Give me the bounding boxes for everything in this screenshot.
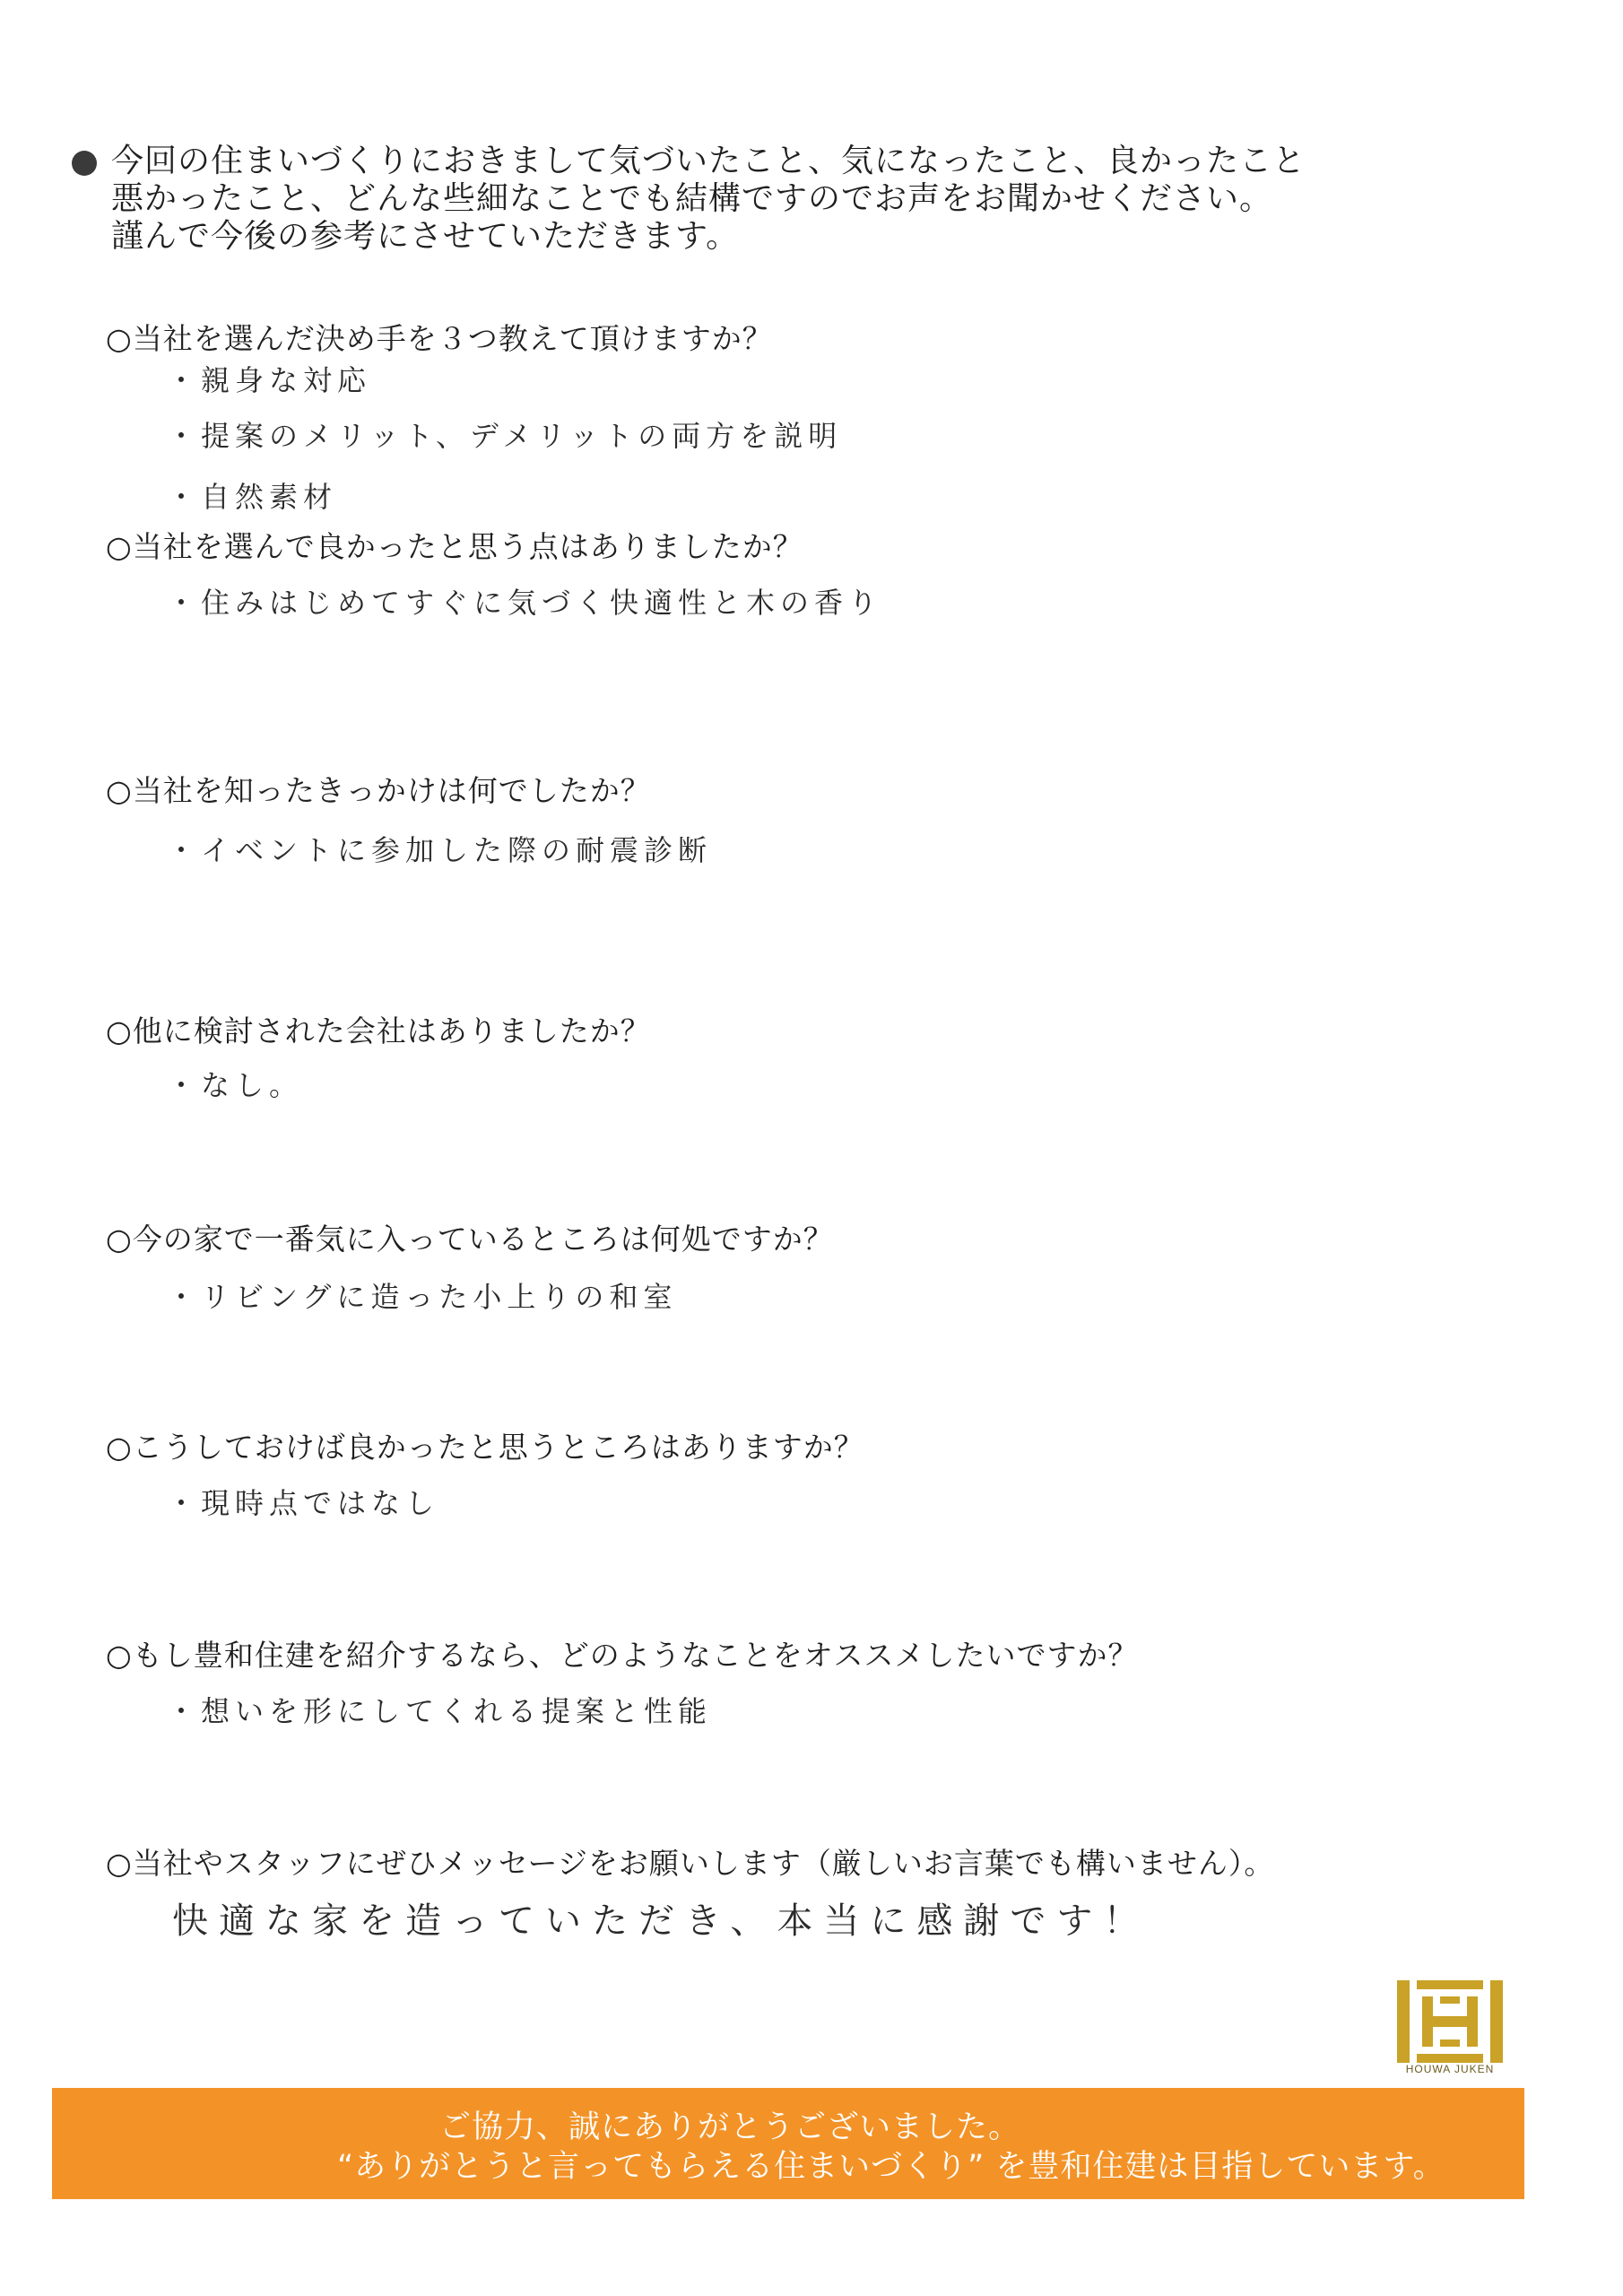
question-1: ○当社を選んだ決め手を３つ教えて頂けますか？ — [106, 321, 773, 356]
footer-line-2: “ありがとうと言ってもらえる住まいづくり” を豊和住建は目指しています。 — [337, 2149, 1445, 2185]
question-7: ○もし豊和住建を紹介するなら、どのようなことをオススメしたいですか？ — [106, 1638, 1139, 1673]
question-2: ○当社を選んで良かったと思う点はありましたか？ — [106, 529, 803, 564]
answer-4-1: ・なし。 — [167, 1068, 304, 1102]
bullet-icon — [72, 151, 97, 176]
footer-banner — [52, 2088, 1524, 2199]
answer-6-1: ・現時点ではなし — [167, 1486, 440, 1520]
company-logo — [1397, 1980, 1503, 2063]
intro-line-1: 今回の住まいづくりにおきまして気づいたこと、気になったこと、良かったこと — [111, 143, 1306, 179]
footer-line-1: ご協力、誠にありがとうございました。 — [439, 2109, 1021, 2145]
question-8: ○当社やスタッフにぜひメッセージをお願いします（厳しいお言葉でも構いません）。 — [106, 1846, 1275, 1881]
logo-text: HOUWA JUKEN — [1405, 2063, 1495, 2075]
answer-1-1: ・親身な対応 — [167, 363, 372, 397]
answer-2-1: ・住みはじめてすぐに気づく快適性と木の香り — [167, 586, 883, 620]
question-3: ○当社を知ったきっかけは何でしたか？ — [106, 773, 651, 808]
answer-3-1: ・イベントに参加した際の耐震診断 — [167, 833, 713, 867]
question-4: ○他に検討された会社はありましたか？ — [106, 1013, 651, 1048]
intro-line-3: 謹んで今後の参考にさせていただきます。 — [111, 218, 740, 255]
answer-7-1: ・想いを形にしてくれる提案と性能 — [167, 1694, 713, 1728]
answer-1-3: ・自然素材 — [167, 480, 338, 514]
question-6: ○こうしておけば良かったと思うところはありますか？ — [106, 1430, 864, 1465]
answer-8-1: 快適な家を造っていただき、本当に感謝です！ — [172, 1900, 1150, 1942]
intro-line-2: 悪かったこと、どんな些細なことでも結構ですのでお声をお聞かせください。 — [111, 180, 1273, 217]
question-5: ○今の家で一番気に入っているところは何処ですか？ — [106, 1222, 834, 1257]
answer-1-2: ・提案のメリット、デメリットの両方を説明 — [167, 419, 843, 453]
answer-5-1: ・リビングに造った小上りの和室 — [167, 1280, 678, 1314]
